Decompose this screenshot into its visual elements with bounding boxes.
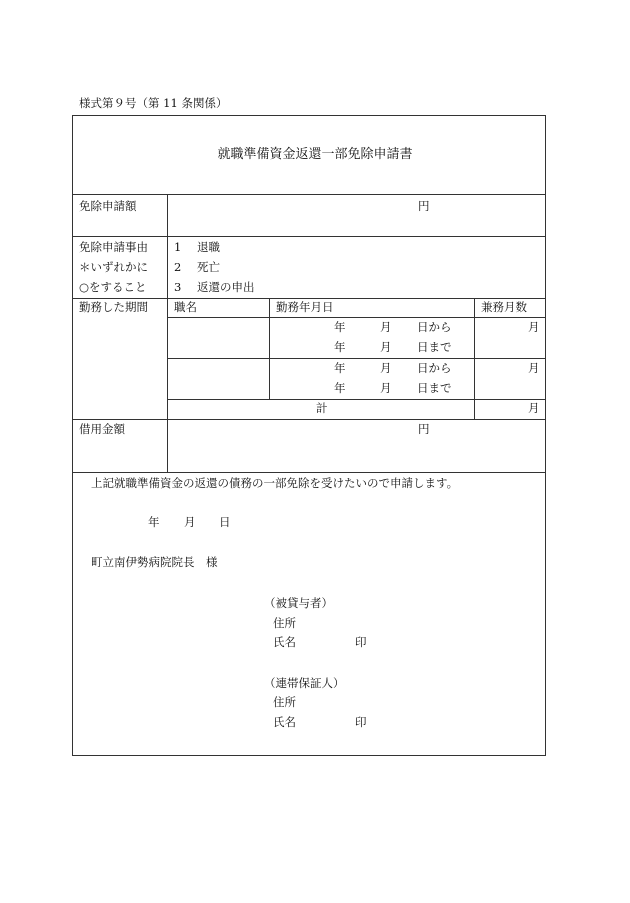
date-from: 日から (417, 361, 452, 375)
exemption-amount-unit: 円 (418, 199, 430, 213)
reason-option-repayment-request: 返還の申出 (197, 280, 255, 294)
date-year: 年 (334, 361, 346, 375)
guarantor-name-label: 氏名 (273, 715, 296, 729)
job-title-header: 職名 (174, 300, 197, 314)
loan-amount-unit: 円 (418, 422, 430, 436)
date-month: 月 (380, 381, 392, 395)
reason-label-line-1: 免除申請事由 (79, 240, 148, 254)
reason-option-number: 1 (174, 240, 182, 254)
date-month: 月 (380, 361, 392, 375)
date-to: 日まで (417, 340, 452, 354)
date-line-month: 月 (184, 515, 196, 529)
reason-label-line-2: ＊いずれかに (79, 260, 148, 274)
loan-amount-label: 借用金額 (79, 422, 125, 436)
date-line-day: 日 (219, 515, 231, 529)
concurrent-months-header: 兼務月数 (481, 300, 527, 314)
date-month: 月 (380, 340, 392, 354)
months-unit: 月 (528, 361, 540, 375)
reason-option-death: 死亡 (197, 260, 220, 274)
borrower-address-label: 住所 (273, 616, 296, 630)
borrower-name-label: 氏名 (273, 635, 296, 649)
period-label: 勤務した期間 (79, 300, 148, 314)
form-title: 就職準備資金返還一部免除申請書 (217, 147, 413, 162)
borrower-seal: 印 (355, 635, 367, 649)
reason-option-retirement: 退職 (197, 240, 220, 254)
date-year: 年 (334, 320, 346, 334)
date-line-year: 年 (148, 515, 160, 529)
borrower-heading: （被貸与者） (264, 596, 333, 610)
reason-label-line-3: ○をすること (79, 280, 147, 294)
addressee: 町立南伊勢病院院長 様 (91, 555, 218, 569)
work-dates-header: 勤務年月日 (276, 300, 334, 314)
reason-option-number: 3 (174, 280, 182, 294)
guarantor-heading: （連帯保証人） (264, 676, 345, 690)
date-to: 日まで (417, 381, 452, 395)
guarantor-seal: 印 (355, 715, 367, 729)
date-month: 月 (380, 320, 392, 334)
guarantor-address-label: 住所 (273, 695, 296, 709)
total-months-unit: 月 (528, 401, 540, 415)
date-from: 日から (417, 320, 452, 334)
exemption-amount-label: 免除申請額 (79, 199, 137, 213)
months-unit: 月 (528, 320, 540, 334)
form-number-label: 様式第９号（第 11 条関係） (79, 96, 228, 110)
reason-option-number: 2 (174, 260, 182, 274)
date-year: 年 (334, 340, 346, 354)
total-label: 計 (316, 401, 328, 415)
application-statement: 上記就職準備資金の返還の債務の一部免除を受けたいので申請します。 (91, 476, 459, 490)
date-year: 年 (334, 381, 346, 395)
